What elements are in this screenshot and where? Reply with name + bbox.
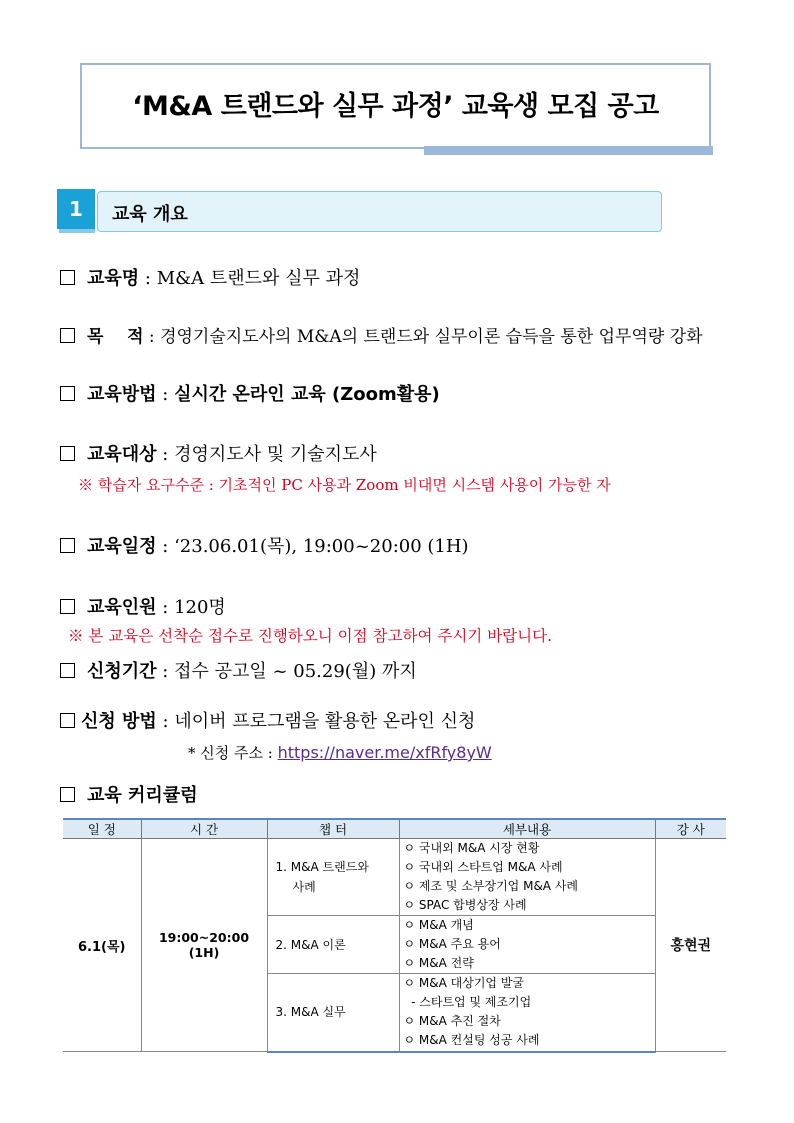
item-target: 교육대상 : 경영지도사 및 기술지도사	[60, 440, 377, 466]
item-label: 교육명	[87, 268, 140, 289]
instructor-cell: 홍현권	[655, 839, 726, 1052]
item-value: 접수 공고일 ~ 05.29(월) 까지	[174, 661, 417, 682]
header-time: 시 간	[141, 819, 267, 839]
item-purpose: 목 적 : 경영기술지도사의 M&A의 트랜드와 실무이론 습득을 통한 업무역량 강화	[60, 322, 703, 347]
section-title: 교육 개요	[112, 204, 188, 225]
item-schedule: 교육일정 : ‘23.06.01(목), 19:00~20:00 (1H)	[60, 532, 469, 558]
item-value: 네이버 프로그램을 활용한 온라인 신청	[174, 711, 476, 732]
item-apply: 신청 방법 : 네이버 프로그램을 활용한 온라인 신청	[60, 707, 475, 733]
header-date: 일 정	[63, 819, 141, 839]
checkbox-icon	[60, 386, 75, 401]
item-label: 교육 커리큘럼	[87, 785, 198, 806]
item-value: M&A 트랜드와 실무 과정	[156, 268, 361, 289]
item-capacity: 교육인원 : 120명	[60, 593, 226, 619]
header-instructor: 강 사	[655, 819, 726, 839]
item-label: 교육방법	[87, 384, 157, 405]
item-period: 신청기간 : 접수 공고일 ~ 05.29(월) 까지	[60, 657, 417, 683]
item-value: 경영기술지도사의 M&A의 트랜드와 실무이론 습득을 통한 업무역량 강화	[160, 327, 703, 347]
time-cell: 19:00~20:00 (1H)	[141, 839, 267, 1052]
section-number: 1	[57, 189, 95, 229]
header-details: 세부내용	[399, 819, 655, 839]
chapter-cell: 1. M&A 트랜드와 사례	[267, 839, 399, 916]
details-cell: ㅇ 국내외 M&A 시장 현황 ㅇ 국내외 스타트업 M&A 사례 ㅇ 제조 및 소부장기업 M&A 사례 ㅇ SPAC 합병상장 사례	[399, 839, 655, 916]
item-value: 실시간 온라인 교육 (Zoom활용)	[174, 384, 440, 405]
checkbox-icon	[60, 538, 75, 553]
details-cell: ㅇ M&A 개념 ㅇ M&A 주요 용어 ㅇ M&A 전략	[399, 916, 655, 974]
checkbox-icon	[60, 328, 75, 343]
checkbox-icon	[60, 787, 75, 802]
item-value: 경영지도사 및 기술지도사	[174, 444, 377, 465]
item-value: ‘23.06.01(목), 19:00~20:00 (1H)	[174, 536, 469, 557]
apply-link[interactable]: https://naver.me/xfRfy8yW	[277, 743, 492, 762]
item-label: 교육일정	[87, 536, 157, 557]
page-title: ‘M&A 트랜드와 실무 과정’ 교육생 모집 공고	[132, 91, 659, 122]
table-row	[63, 839, 726, 916]
checkbox-icon	[60, 713, 75, 728]
capacity-note: ※ 본 교육은 선착순 접수로 진행하오니 이점 참고하여 주시기 바랍니다.	[68, 627, 553, 645]
apply-address	[188, 742, 492, 763]
checkbox-icon	[60, 270, 75, 285]
item-value: 120명	[174, 597, 226, 618]
chapter-cell: 3. M&A 실무	[267, 974, 399, 1052]
section-number-shadow	[59, 229, 95, 233]
item-curriculum	[60, 781, 198, 807]
date-cell: 6.1(목)	[63, 839, 141, 1052]
checkbox-icon	[60, 446, 75, 461]
item-label: 목 적	[87, 327, 144, 347]
curriculum-table	[63, 818, 726, 1053]
address-label: * 신청 주소 :	[188, 744, 278, 762]
item-label: 교육대상	[87, 444, 157, 465]
title-shadow-bar	[424, 146, 713, 155]
item-method: 교육방법 : 실시간 온라인 교육 (Zoom활용)	[60, 380, 440, 406]
checkbox-icon	[60, 599, 75, 614]
header-chapter: 챕 터	[267, 819, 399, 839]
item-label: 신청 방법	[81, 711, 157, 732]
item-course-name: 교육명 : M&A 트랜드와 실무 과정	[60, 264, 360, 290]
target-note: ※ 학습자 요구수준 : 기초적인 PC 사용과 Zoom 비대면 시스템 사용이 가능한 자	[78, 476, 611, 494]
checkbox-icon	[60, 663, 75, 678]
table-header-row	[63, 819, 726, 839]
chapter-cell: 2. M&A 이론	[267, 916, 399, 974]
details-cell: ㅇ M&A 대상기업 발굴 - 스타트업 및 제조기업 ㅇ M&A 추진 절차 ㅇ M&A 컨설팅 성공 사례	[399, 974, 655, 1052]
item-label: 교육인원	[87, 597, 157, 618]
item-label: 신청기간	[87, 661, 157, 682]
